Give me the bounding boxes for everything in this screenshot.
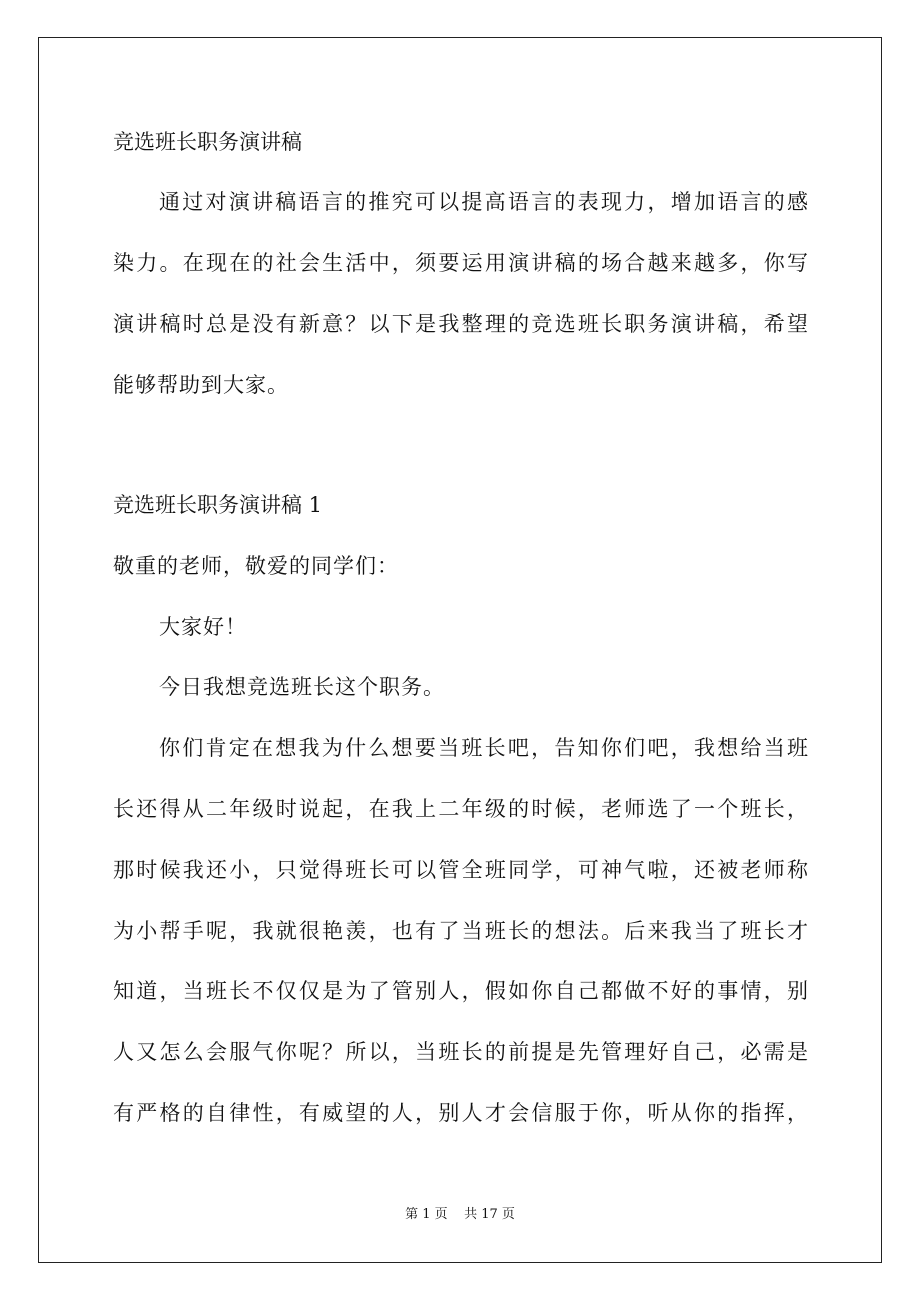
body-line: 有严格的自律性，有威望的人，别人才会信服于你，听从你的指挥， [113, 1101, 809, 1125]
greeting: 大家好！ [159, 615, 247, 639]
body-line: 为小帮手呢，我就很艳羡，也有了当班长的想法。后来我当了班长才 [113, 919, 809, 943]
body-line: 你们肯定在想我为什么想要当班长吧，告知你们吧，我想给当班 [159, 736, 809, 760]
body-line: 人又怎么会服气你呢？所以，当班长的前提是先管理好自己，必需是 [113, 1040, 809, 1064]
section-title: 竞选班长职务演讲稿 1 [113, 493, 323, 517]
intro-line: 染力。在现在的社会生活中，须要运用演讲稿的场合越来越多，你写 [113, 251, 809, 275]
body-line: 知道，当班长不仅仅是为了管别人，假如你自己都做不好的事情，别 [113, 979, 809, 1003]
page-border [38, 37, 882, 1263]
intro-line: 通过对演讲稿语言的推究可以提高语言的表现力，增加语言的感 [159, 190, 809, 214]
statement: 今日我想竞选班长这个职务。 [159, 675, 445, 699]
intro-line: 能够帮助到大家。 [113, 373, 289, 397]
body-line: 长还得从二年级时说起，在我上二年级的时候，老师选了一个班长， [113, 797, 809, 821]
body-line: 那时候我还小，只觉得班长可以管全班同学，可神气啦，还被老师称 [113, 858, 809, 882]
intro-line: 演讲稿时总是没有新意？以下是我整理的竞选班长职务演讲稿，希望 [113, 312, 809, 336]
page-number: 第 1 页 共 17 页 [405, 1207, 515, 1222]
salutation: 敬重的老师，敬爱的同学们： [113, 554, 399, 578]
document-title: 竞选班长职务演讲稿 [113, 130, 302, 154]
